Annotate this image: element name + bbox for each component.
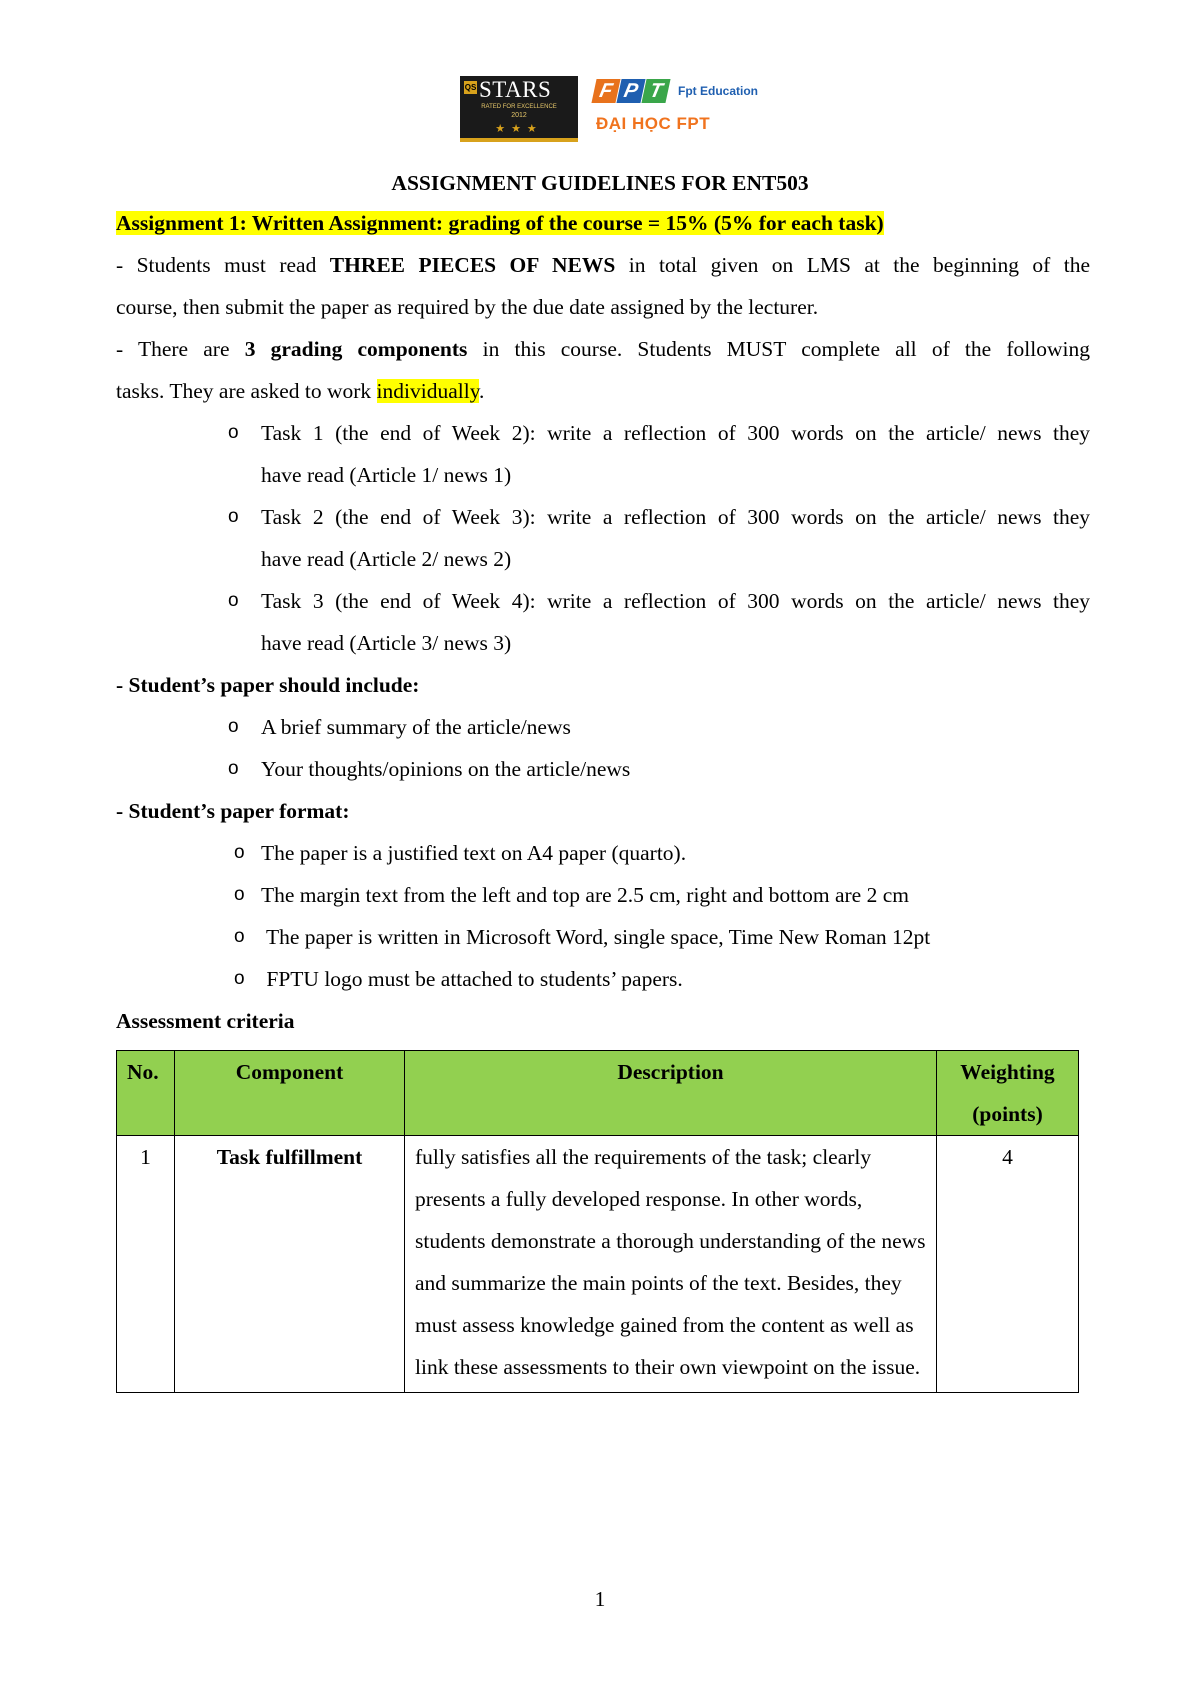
page-number: 1 bbox=[594, 1587, 606, 1611]
fpt-letter-p: P bbox=[616, 79, 645, 103]
format-item-1: The paper is a justified text on A4 paper (quarto). bbox=[261, 841, 687, 865]
table-row bbox=[117, 1136, 1079, 1393]
header-weighting: Weighting (points) bbox=[937, 1051, 1079, 1136]
header-logos bbox=[460, 74, 760, 140]
row-component: Task fulfillment bbox=[175, 1136, 405, 1393]
task-2-line1: Task 2 (the end of Week 3): write a reflection of 300 words on the article/ news they bbox=[261, 505, 1090, 529]
header-description: Description bbox=[405, 1051, 937, 1136]
format-item-2: The margin text from the left and top are 2.5 cm, right and bottom are 2 cm bbox=[261, 883, 909, 907]
para1-bold: THREE PIECES OF NEWS bbox=[329, 253, 616, 277]
university-name: ĐẠI HỌC FPT bbox=[596, 114, 711, 133]
para2-line2 bbox=[116, 378, 484, 404]
task-1-line1: Task 1 (the end of Week 2): write a reflection of 300 words on the article/ news they bbox=[261, 421, 1090, 445]
individually-highlight: individually bbox=[376, 379, 480, 403]
para2-line2-suffix: . bbox=[479, 379, 485, 403]
para1-line1 bbox=[116, 252, 1090, 278]
fpt-letter-t: T bbox=[641, 79, 670, 103]
format-item-4: FPTU logo must be attached to students’ papers. bbox=[261, 967, 683, 991]
include-heading: - Student’s paper should include: bbox=[116, 673, 420, 697]
header-no: No. bbox=[117, 1051, 175, 1136]
bullet-icon: o bbox=[234, 884, 245, 905]
fpt-education-text: Fpt Education bbox=[678, 84, 758, 98]
task-3-line2: have read (Article 3/ news 3) bbox=[261, 631, 512, 655]
task-1-line2: have read (Article 1/ news 1) bbox=[261, 463, 512, 487]
rated-text: RATED FOR EXCELLENCE bbox=[481, 104, 557, 110]
row-no: 1 bbox=[117, 1136, 175, 1393]
para2-line1 bbox=[116, 336, 1090, 362]
para2-line2-prefix: tasks. They are asked to work bbox=[116, 379, 377, 403]
stars-year: 2012 bbox=[511, 112, 527, 119]
qs-stars-logo bbox=[460, 76, 578, 142]
bullet-icon: o bbox=[228, 590, 239, 611]
assignment-heading-line bbox=[116, 210, 884, 236]
fpt-letter-f: F bbox=[591, 79, 620, 103]
assignment-heading: Assignment 1: Written Assignment: grading of the course = 15% (5% for each task) bbox=[116, 211, 884, 235]
stars-word: STARS bbox=[479, 77, 552, 102]
bullet-icon: o bbox=[228, 422, 239, 443]
para1-suffix: in total given on LMS at the beginning of the bbox=[615, 253, 1090, 277]
para1-prefix: - Students must read bbox=[116, 253, 330, 277]
row-description: fully satisfies all the requirements of the task; clearly presents a fully developed response. In other words, students demonstrate a thorough understanding of the news and summarize the main points of the text. Besides, they must assess knowledge gained from the content as well as link these assessments to their own viewpoint on the issue. bbox=[405, 1136, 937, 1393]
para2-suffix: in this course. Students MUST complete all of the following bbox=[467, 337, 1090, 361]
para2-prefix: - There are bbox=[116, 337, 245, 361]
bullet-icon: o bbox=[228, 716, 239, 737]
table-header-row bbox=[117, 1051, 1079, 1136]
fpt-logo bbox=[594, 78, 674, 106]
page-title: ASSIGNMENT GUIDELINES FOR ENT503 bbox=[391, 171, 809, 195]
bullet-icon: o bbox=[228, 506, 239, 527]
assessment-criteria-table bbox=[116, 1050, 1079, 1393]
include-item-1: A brief summary of the article/news bbox=[261, 715, 571, 739]
bullet-icon: o bbox=[234, 926, 245, 947]
bullet-icon: o bbox=[228, 758, 239, 779]
para2-bold: 3 grading components bbox=[244, 337, 468, 361]
include-item-2: Your thoughts/opinions on the article/news bbox=[261, 757, 631, 781]
header-component: Component bbox=[175, 1051, 405, 1136]
stars-icon: ★★★ bbox=[495, 123, 543, 135]
row-weight: 4 bbox=[937, 1136, 1079, 1393]
format-heading: - Student’s paper format: bbox=[116, 799, 350, 823]
task-3-line1: Task 3 (the end of Week 4): write a reflection of 300 words on the article/ news they bbox=[261, 589, 1090, 613]
format-item-3: The paper is written in Microsoft Word, single space, Time New Roman 12pt bbox=[261, 925, 931, 949]
qs-badge: QS bbox=[464, 83, 477, 92]
para1-line2: course, then submit the paper as required by the due date assigned by the lecturer. bbox=[116, 295, 819, 319]
criteria-heading: Assessment criteria bbox=[116, 1009, 295, 1033]
bullet-icon: o bbox=[234, 968, 245, 989]
task-2-line2: have read (Article 2/ news 2) bbox=[261, 547, 512, 571]
bullet-icon: o bbox=[234, 842, 245, 863]
